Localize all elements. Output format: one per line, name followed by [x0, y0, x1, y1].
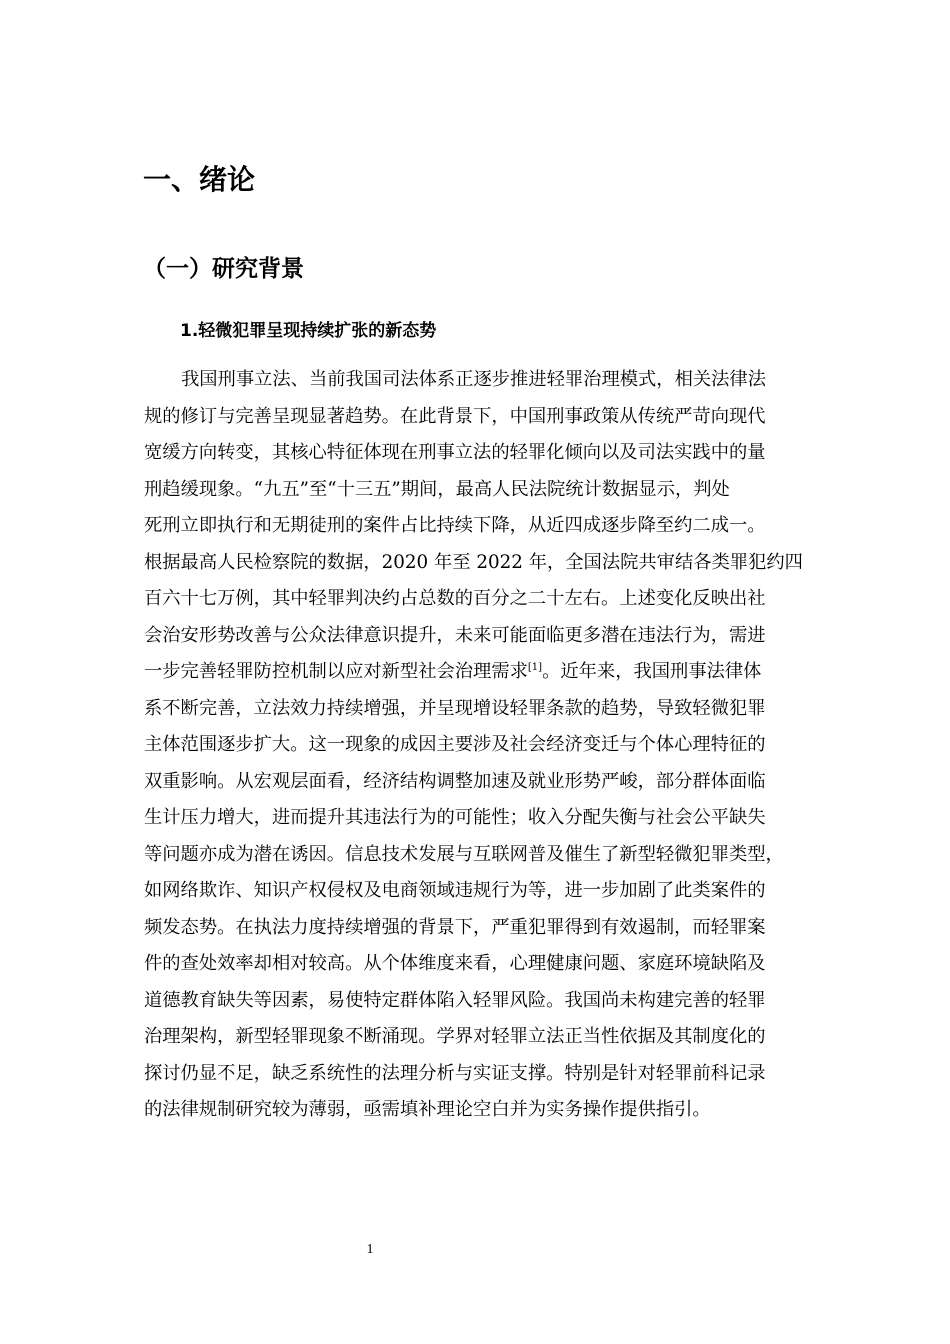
paragraph-line: 百六十七万例，其中轻罪判决约占总数的百分之二十左右。上述变化反映出社 — [144, 588, 766, 609]
paragraph-line: 双重影响。从宏观层面看，经济结构调整加速及就业形势严峻，部分群体面临 — [144, 770, 766, 792]
paragraph-line: 的法律规制研究较为薄弱，亟需填补理论空白并为实务操作提供指引。 — [144, 1099, 711, 1120]
paragraph-line: 件的查处效率却相对较高。从个体维度来看，心理健康问题、家庭环境缺陷及 — [144, 953, 766, 974]
paragraph-line: 主体范围逐步扩大。这一现象的成因主要涉及社会经济变迁与个体心理特征的 — [144, 734, 766, 755]
paragraph-line: 刑趋缓现象。“九五”至“十三五”期间，最高人民法院统计数据显示，判处 — [144, 478, 730, 500]
paragraph-line-with-citation — [144, 654, 816, 691]
paragraph-line-text: 一步完善轻罪防控机制以应对新型社会治理需求 — [144, 661, 528, 682]
paragraph-line: 我国刑事立法、当前我国司法体系正逐步推进轻罪治理模式，相关法律法 — [181, 369, 766, 390]
paragraph-line: 治理架构，新型轻罪现象不断涌现。学界对轻罪立法正当性依据及其制度化的 — [144, 1026, 766, 1047]
body-paragraph — [144, 362, 816, 1129]
paragraph-line: 等问题亦成为潜在诱因。信息技术发展与互联网普及催生了新型轻微犯罪类型， — [144, 843, 784, 865]
footnote-reference[interactable]: [1] — [527, 661, 543, 673]
section-heading: （一）研究背景 — [143, 256, 304, 282]
paragraph-line: 根据最高人民检察院的数据，2020 年至 2022 年，全国法院共审结各类罪犯约四 — [144, 551, 803, 573]
paragraph-line: 探讨仍显不足，缺乏系统性的法理分析与实证支撑。特别是针对轻罪前科记录 — [144, 1062, 766, 1084]
subsection-heading: 1.轻微犯罪呈现持续扩张的新态势 — [180, 321, 437, 341]
chapter-heading: 一、绪论 — [143, 163, 256, 196]
paragraph-line: 道德教育缺失等因素，易使特定群体陷入轻罪风险。我国尚未构建完善的轻罪 — [144, 989, 766, 1011]
paragraph-line: 系不断完善，立法效力持续增强，并呈现增设轻罪条款的趋势，导致轻微犯罪 — [144, 697, 766, 719]
paragraph-line: 死刑立即执行和无期徒刑的案件占比持续下降，从近四成逐步降至约二成一。 — [144, 515, 766, 536]
paragraph-line: 生计压力增大，进而提升其违法行为的可能性；收入分配失衡与社会公平缺失 — [144, 807, 766, 828]
page-number: 1 — [366, 1242, 374, 1257]
paragraph-line: 规的修订与完善呈现显著趋势。在此背景下，中国刑事政策从传统严苛向现代 — [144, 405, 766, 427]
paragraph-line-tail: 。近年来，我国刑事法律体 — [542, 661, 762, 682]
paragraph-line: 频发态势。在执法力度持续增强的背景下，严重犯罪得到有效遏制，而轻罪案 — [144, 916, 766, 938]
paragraph-line: 会治安形势改善与公众法律意识提升，未来可能面临更多潜在违法行为，需进 — [144, 624, 766, 646]
paragraph-line: 如网络欺诈、知识产权侵权及电商领域违规行为等，进一步加剧了此类案件的 — [144, 880, 766, 901]
paragraph-line: 宽缓方向转变，其核心特征体现在刑事立法的轻罪化倾向以及司法实践中的量 — [144, 442, 766, 463]
